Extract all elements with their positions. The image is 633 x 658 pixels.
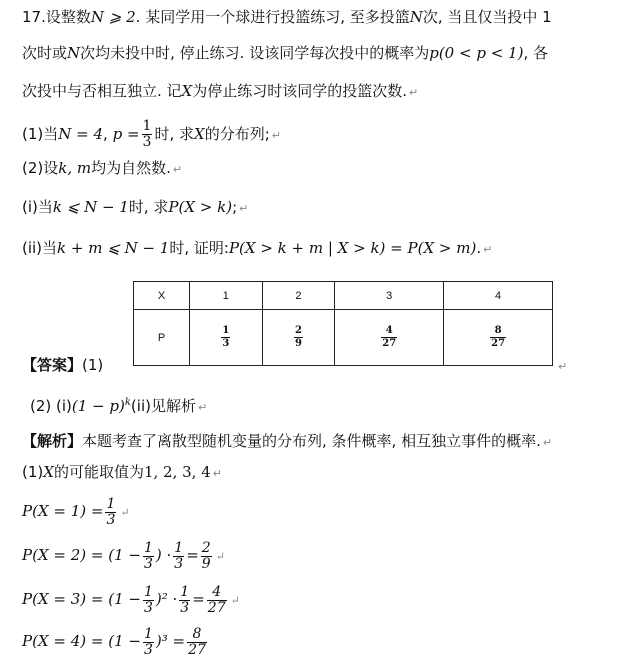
question-2: (2)设k, m均为自然数. ↵ — [22, 159, 183, 177]
table-cell — [335, 310, 444, 366]
fraction: $\frac{1}{3}$ — [174, 539, 184, 572]
question-1: (1)当N = 4, p = $\frac{1}{3}$ 时, 求X的分布列; ↵ — [22, 118, 281, 150]
distribution-table — [133, 281, 553, 366]
paragraph-mark-icon: ↵ — [483, 243, 493, 256]
table-cell: 4 — [444, 282, 553, 310]
paragraph-mark-icon: ↵ — [120, 506, 130, 519]
paragraph-mark-icon: ↵ — [409, 86, 419, 99]
fraction: $\frac{1}{3}$ — [180, 583, 190, 616]
fraction: $\frac{2}{9}$ — [295, 325, 302, 349]
fraction: $\frac{1}{3}$ — [106, 495, 116, 528]
question-2-ii: (ii)当k + m ⩽ N − 1时, 证明:P(X > k + m | X > k) = P(X > m). ↵ — [22, 239, 493, 257]
paragraph-mark-icon: ↵ — [215, 550, 225, 563]
fraction: $\frac{2}{9}$ — [201, 539, 211, 572]
table-cell: P — [134, 310, 190, 366]
table-cell — [444, 310, 553, 366]
analysis-label: 【解析】 — [22, 432, 83, 450]
paragraph-mark-icon: ↵ — [197, 401, 208, 414]
answer-line-1: 【答案】(1) — [22, 356, 104, 374]
paragraph-mark-icon: ↵ — [239, 202, 249, 215]
fraction: $\frac{1}{3}$ — [143, 539, 153, 572]
paragraph-mark-icon: ↵ — [271, 129, 281, 142]
fraction: $\frac{1}{3}$ — [222, 325, 230, 349]
fraction: $\frac{1}{3}$ — [143, 625, 153, 658]
fraction: $\frac{1}{3}$ — [142, 118, 152, 150]
fraction: $\frac{1}{3}$ — [143, 583, 153, 616]
fraction: $\frac{8}{27}$ — [491, 325, 506, 349]
question-2-i: (i)当k ⩽ N − 1时, 求P(X > k); ↵ — [22, 198, 249, 216]
problem-line-2: 次时或N次均未投中时, 停止练习. 设该同学每次投中的概率为p(0 < p < 1), 各 — [22, 44, 548, 62]
problem-line-3: 次投中与否相互独立. 记X为停止练习时该同学的投篮次数. ↵ — [22, 82, 419, 100]
table-cell — [262, 310, 335, 366]
analysis-line: 【解析】本题考查了离散型随机变量的分布列, 条件概率, 相互独立事件的概率. ↵ — [22, 432, 553, 450]
equation-1: P(X = 1) = $\frac{1}{3}$ ↵ — [22, 495, 130, 528]
table-row — [134, 282, 553, 310]
paragraph-mark-icon: ↵ — [212, 467, 222, 480]
table-cell: 2 — [262, 282, 335, 310]
table-cell: X — [134, 282, 190, 310]
table-cell — [190, 310, 263, 366]
paragraph-mark-icon: ↵ — [542, 436, 553, 449]
solution-line-1: (1)X的可能取值为1, 2, 3, 4 ↵ — [22, 463, 222, 481]
fraction: $\frac{4}{27}$ — [382, 325, 397, 349]
problem-line-1: 17.设整数N ⩾ 2. 某同学用一个球进行投篮练习, 至多投篮N次, 当且仅当投中 1 — [22, 8, 552, 26]
problem-number: 17. — [22, 8, 46, 26]
table-cell: 1 — [190, 282, 263, 310]
answer-line-2: (2) $(i)(1 - p)^k(ii)$见解析 ↵ — [30, 397, 208, 415]
fraction: $\frac{8}{27}$ — [188, 625, 206, 658]
table-row — [134, 310, 553, 366]
paragraph-mark-icon: ↵ — [558, 360, 568, 373]
table-cell: 3 — [335, 282, 444, 310]
equation-3: P(X = 3) = (1 − $\frac{1}{3}$ )² · $\frac{1}{3}$ = $\frac{4}{27}$ ↵ — [22, 583, 240, 616]
fraction: $\frac{4}{27}$ — [207, 583, 226, 616]
equation-2: P(X = 2) = (1 − $\frac{1}{3}$ ) · $\frac{1}{3}$ = $\frac{2}{9}$ ↵ — [22, 539, 225, 572]
paragraph-mark-icon: ↵ — [172, 163, 183, 176]
equation-4: P(X = 4) = (1 − $\frac{1}{3}$ )³ = $\frac{8}{27}$ — [22, 625, 206, 658]
answer-label: 【答案】 — [22, 356, 83, 374]
paragraph-mark-icon: ↵ — [230, 594, 240, 607]
